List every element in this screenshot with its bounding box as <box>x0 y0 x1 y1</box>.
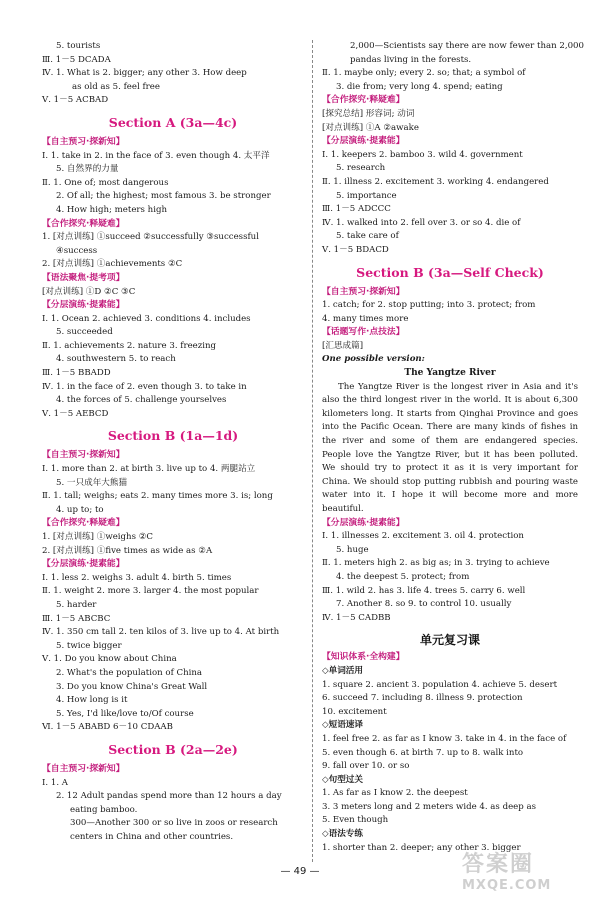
answer-line: 1. feel free 2. as far as I know 3. take in 4. in the face of <box>322 733 567 744</box>
section-tag: 【话题写作·点技法】 <box>322 327 405 338</box>
section-tag: 【分层演练·提素能】 <box>42 300 125 311</box>
answer-line: Ⅳ. 1. in the face of 2. even though 3. to take in <box>42 381 247 392</box>
section-tag: 【自主预习·探新知】 <box>42 136 125 147</box>
answer-line: 300—Another 300 or so live in zoos or research <box>70 818 278 829</box>
answer-line: Ⅰ. 1. more than 2. at birth 3. live up to 4. 两腿站立 <box>42 464 256 475</box>
page-number-dash-left: — <box>280 866 291 877</box>
answer-line: 6. succeed 7. including 8. illness 9. protection <box>322 693 523 704</box>
section-tag: 【合作探究·释疑难】 <box>42 218 125 229</box>
sample-version-label: One possible version: <box>322 354 425 365</box>
answer-line: Ⅳ. 1. walked into 2. fell over 3. or so 4. die of <box>322 217 521 228</box>
watermark-url: MXQE.COM <box>462 878 552 893</box>
answer-line: 2. [对点训练] ①five times as wide as ②A <box>42 545 213 556</box>
answer-line: 4. How high; meters high <box>56 204 167 215</box>
answer-line: Ⅱ. 1. weight 2. more 3. larger 4. the most popular <box>42 586 259 597</box>
answer-line: 5. even though 6. at birth 7. up to 8. walk into <box>322 747 524 758</box>
answer-line: Ⅴ. 1－5 ACBAD <box>42 95 109 106</box>
page-number-value: 49 <box>293 866 307 877</box>
answer-line: Ⅰ. 1. keepers 2. bamboo 3. wild 4. government <box>322 149 523 160</box>
subsection-heading: ◇句型过关 <box>322 774 363 785</box>
answer-line: 2. [对点训练] ①achievements ②C <box>42 259 183 270</box>
answer-line: 1. square 2. ancient 3. population 4. achieve 5. desert <box>322 679 558 690</box>
answer-line: 7. Another 8. so 9. to control 10. usually <box>336 599 512 610</box>
answer-line: 3. 3 meters long and 2 meters wide 4. as deep as <box>322 801 537 812</box>
left-column <box>42 40 304 844</box>
right-column <box>322 40 584 855</box>
answer-line: Ⅱ. 1. maybe only; every 2. so; that; a symbol of <box>322 68 526 79</box>
answer-line: Ⅱ. 1. illness 2. excitement 3. working 4. endangered <box>322 176 549 187</box>
answer-line: 1. shorter than 2. deeper; any other 3. bigger <box>322 842 521 853</box>
section-tag: 【合作探究·释疑难】 <box>322 95 405 106</box>
answer-line: 5. tourists <box>56 41 101 51</box>
section-tag: 【自主预习·探新知】 <box>42 763 125 774</box>
answer-line: Ⅳ. 1. 350 cm tall 2. ten kilos of 3. live up to 4. At birth <box>42 627 280 638</box>
answer-line: Ⅲ. 1－5 ADCCC <box>322 204 391 215</box>
answer-line: Ⅲ. 1－5 DCADA <box>42 54 111 65</box>
watermark-logo-text: 答案圈 <box>462 852 535 877</box>
answer-line: Ⅱ. 1. meters high 2. as big as; in 3. trying to achieve <box>322 558 550 569</box>
answer-line: 4. the forces of 5. challenge yourselves <box>56 395 227 406</box>
answer-line: Ⅱ. 1. One of; most dangerous <box>42 177 169 188</box>
essay-paragraph: The Yangtze River is the longest river in Asia and it's also the third longest river in the world. It is about 6,300 kilometers long. It starts from Qinghai Province and goes into the Pacific Ocean. There are many kinds of fishes in the river and some of them are endangered species. People love the Yangtze River, but it has been polluted. We should try to protect it as it is very important for China. We should stop putting rubbish and pouring waste water into it. I hope it will become more and more beautiful. <box>322 381 578 514</box>
section-tag: 【语法聚焦·提考项】 <box>42 272 125 283</box>
section-tag: 【自主预习·探新知】 <box>42 450 125 461</box>
answer-line: 4. How long is it <box>56 695 128 706</box>
subsection-heading: ◇语法专练 <box>322 829 363 840</box>
answer-line: Ⅳ. 1. What is 2. bigger; any other 3. How deep <box>42 68 247 79</box>
answer-line: Ⅵ. 1－5 ABABD 6－10 CDAAB <box>42 722 173 733</box>
subsection-heading: ◇短语速译 <box>322 720 363 731</box>
answer-line: Ⅱ. 1. tall; weighs; eats 2. many times more 3. is; long <box>42 491 273 502</box>
answer-line: 2. 12 Adult pandas spend more than 12 hours a day <box>56 791 282 802</box>
answer-line: Ⅰ. 1. illnesses 2. excitement 3. oil 4. protection <box>322 531 524 542</box>
answer-line: 4. up to; to <box>56 504 104 515</box>
answer-line: 5. twice bigger <box>56 640 122 651</box>
section-heading: Section A (3a—4c) <box>108 114 238 130</box>
answer-line: 3. Do you know China's Great Wall <box>56 681 208 692</box>
section-heading: Section B (2a—2e) <box>108 741 238 757</box>
answer-line: Ⅲ. 1. wild 2. has 3. life 4. trees 5. carry 6. well <box>322 585 526 596</box>
answer-line: Ⅴ. 1－5 BDACD <box>322 244 389 255</box>
answer-line: 5. take care of <box>336 231 399 242</box>
unit-review-heading: 单元复习课 <box>419 633 480 648</box>
answer-line: 5. 自然界的力量 <box>56 164 119 175</box>
answer-line: 10. excitement <box>322 706 387 717</box>
section-heading: Section B (1a—1d) <box>107 428 239 444</box>
subsection-heading: ◇单词活用 <box>322 665 363 676</box>
answer-line: 2. Of all; the highest; most famous 3. be stronger <box>56 191 271 202</box>
answer-line: Ⅰ. 1. A <box>42 777 68 788</box>
answer-line: 5. succeeded <box>56 327 113 338</box>
answer-line: [对点训练] ①D ②C ③C <box>42 286 136 297</box>
section-tag: 【分层演练·提素能】 <box>322 136 405 147</box>
page-number-dash-right: — <box>309 866 320 877</box>
section-tag: 【分层演练·提素能】 <box>42 559 125 570</box>
answer-line: Ⅲ. 1－5 BBADD <box>42 368 111 379</box>
answer-line: 5. 一只成年大熊猫 <box>56 477 128 488</box>
answer-line: Ⅴ. 1. Do you know about China <box>42 654 177 665</box>
answer-line: Ⅴ. 1－5 AEBCD <box>42 408 109 419</box>
section-tag: 【分层演练·提素能】 <box>322 517 405 528</box>
answer-line: centers in China and other countries. <box>70 831 234 842</box>
answer-line: as old as 5. feel free <box>72 81 160 92</box>
section-tag: 【合作探究·释疑难】 <box>42 518 125 529</box>
answer-line: Ⅳ. 1－5 CADBB <box>322 612 391 623</box>
answer-line: eating bamboo. <box>70 804 138 815</box>
answer-line: 3. die from; very long 4. spend; eating <box>336 81 503 92</box>
watermark <box>462 852 592 896</box>
answer-line: Ⅱ. 1. achievements 2. nature 3. freezing <box>42 340 217 351</box>
answer-line: 1. As far as I know 2. the deepest <box>322 788 468 799</box>
answer-line: 5. Yes, I'd like/love to/Of course <box>56 708 194 719</box>
answer-line: Ⅰ. 1. less 2. weighs 3. adult 4. birth 5. times <box>42 572 232 583</box>
answer-line: Ⅰ. 1. Ocean 2. achieved 3. conditions 4. includes <box>42 313 251 324</box>
answer-line: 1. [对点训练] ①weighs ②C <box>42 532 153 542</box>
answer-line: 5. research <box>336 163 386 174</box>
answer-line: Ⅲ. 1－5 ABCBC <box>42 613 111 624</box>
answer-line: ④success <box>56 245 98 256</box>
answer-line: 4. southwestern 5. to reach <box>56 354 176 365</box>
answer-line: 1. [对点训练] ①succeed ②successfully ③successful <box>42 232 259 243</box>
answer-line: [探究总结] 形容词; 动词 <box>322 108 415 119</box>
answer-line: 4. many times more <box>322 313 409 324</box>
answer-line: 2. What's the population of China <box>56 667 203 678</box>
answer-line: 2,000—Scientists say there are now fewer than 2,000 <box>350 41 584 51</box>
answer-line: Ⅰ. 1. take in 2. in the face of 3. even though 4. 太平洋 <box>42 150 270 161</box>
essay-title: The Yangtze River <box>404 368 496 379</box>
section-tag: 【自主预习·探新知】 <box>322 286 405 297</box>
section-heading: Section B (3a—Self Check) <box>356 264 544 280</box>
answer-line: 5. huge <box>336 544 369 555</box>
answer-line: 5. Even though <box>322 815 389 826</box>
answer-line: 5. harder <box>56 599 97 610</box>
answer-line: 1. catch; for 2. stop putting; into 3. protect; from <box>322 300 536 311</box>
answer-line: [对点训练] ①A ②awake <box>322 122 419 133</box>
answer-line: 9. fall over 10. or so <box>322 761 410 772</box>
column-divider <box>312 40 313 862</box>
section-tag: 【知识体系·全构建】 <box>322 652 405 663</box>
answer-line: 4. the deepest 5. protect; from <box>336 571 470 582</box>
answer-line: pandas living in the forests. <box>350 54 472 65</box>
answer-line: [汇思成篇] <box>322 340 364 351</box>
answer-line: 5. importance <box>336 190 397 201</box>
